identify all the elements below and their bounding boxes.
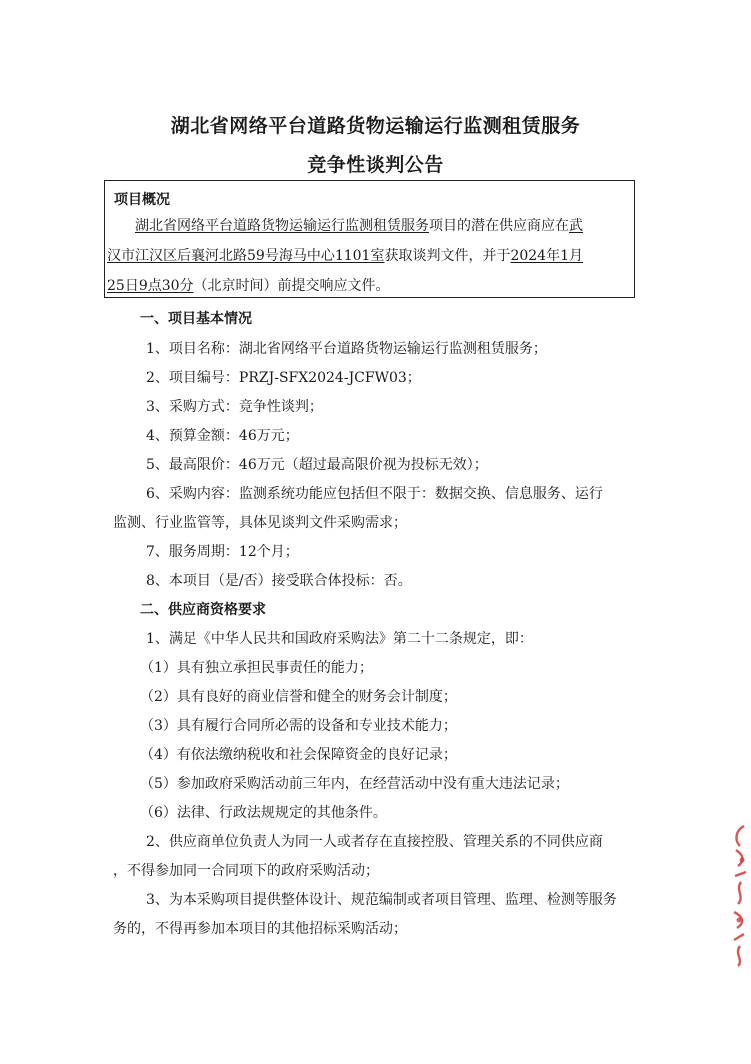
overview-line-2: 汉市江汉区后襄河北路59号海马中心1101室获取谈判文件，并于2024年1月 bbox=[107, 248, 583, 264]
section1-heading: 一、项目基本情况 bbox=[140, 311, 252, 327]
section2-subitem: （6）法律、行政法规规定的其他条件。 bbox=[140, 805, 387, 821]
section2-subitem: （4）有依法缴纳税收和社会保障资金的良好记录； bbox=[140, 747, 457, 763]
section2-item: 3、为本采购项目提供整体设计、规范编制或者项目管理、监理、检测等服务 bbox=[146, 892, 617, 908]
deadline-date-underlined: 2024年1月 bbox=[510, 248, 583, 264]
section1-item: 4、预算金额：46万元； bbox=[146, 428, 299, 444]
section1-item: 1、项目名称：湖北省网络平台道路货物运输运行监测租赁服务； bbox=[146, 341, 547, 357]
section1-item: 5、最高限价：46万元（超过最高限价视为投标无效）； bbox=[146, 457, 488, 473]
project-name-underlined: 湖北省网络平台道路货物运输运行监测租赁服务 bbox=[135, 218, 429, 234]
overview-line-3: 25日9点30分（北京时间）前提交响应文件。 bbox=[107, 278, 390, 294]
section2-item-cont: ，不得参加同一合同项下的政府采购活动； bbox=[113, 863, 379, 879]
section2-item: 2、供应商单位负责人为同一人或者存在直接控股、管理关系的不同供应商 bbox=[146, 834, 603, 850]
section2-item: 1、满足《中华人民共和国政府采购法》第二十二条规定，即： bbox=[146, 631, 533, 647]
deadline-time-underlined: 25日9点30分 bbox=[107, 278, 194, 294]
section2-heading: 二、供应商资格要求 bbox=[140, 602, 266, 618]
section1-item: 6、采购内容：监测系统功能应包括但不限于：数据交换、信息服务、运行 bbox=[146, 486, 603, 502]
overview-line-1: 湖北省网络平台道路货物运输运行监测租赁服务项目的潜在供应商应在武 bbox=[135, 218, 583, 234]
seal-stamp-icon bbox=[726, 820, 751, 970]
project-overview-box bbox=[104, 180, 635, 298]
section2-subitem: （3）具有履行合同所必需的设备和专业技术能力； bbox=[140, 718, 457, 734]
section2-subitem: （2）具有良好的商业信誉和健全的财务会计制度； bbox=[140, 689, 457, 705]
section1-item: 8、本项目（是/否）接受联合体投标：否。 bbox=[146, 573, 412, 589]
section2-subitem: （5）参加政府采购活动前三年内，在经营活动中没有重大违法记录； bbox=[140, 776, 569, 792]
doc-subtitle: 竞争性谈判公告 bbox=[307, 154, 444, 176]
section1-item-cont: 监测、行业监管等，具体见谈判文件采购需求； bbox=[113, 515, 407, 531]
doc-title: 湖北省网络平台道路货物运输运行监测租赁服务 bbox=[170, 115, 581, 137]
section1-item: 2、项目编号：PRZJ-SFX2024-JCFW03； bbox=[146, 370, 421, 386]
address-underlined: 汉市江汉区后襄河北路59号海马中心1101室 bbox=[107, 248, 385, 264]
section1-item: 7、服务周期：12个月； bbox=[146, 544, 299, 560]
section1-item: 3、采购方式：竞争性谈判； bbox=[146, 399, 323, 415]
section2-subitem: （1）具有独立承担民事责任的能力； bbox=[140, 660, 373, 676]
overview-heading: 项目概况 bbox=[114, 192, 170, 208]
section2-item-cont: 务的，不得再参加本项目的其他招标采购活动； bbox=[113, 921, 407, 937]
